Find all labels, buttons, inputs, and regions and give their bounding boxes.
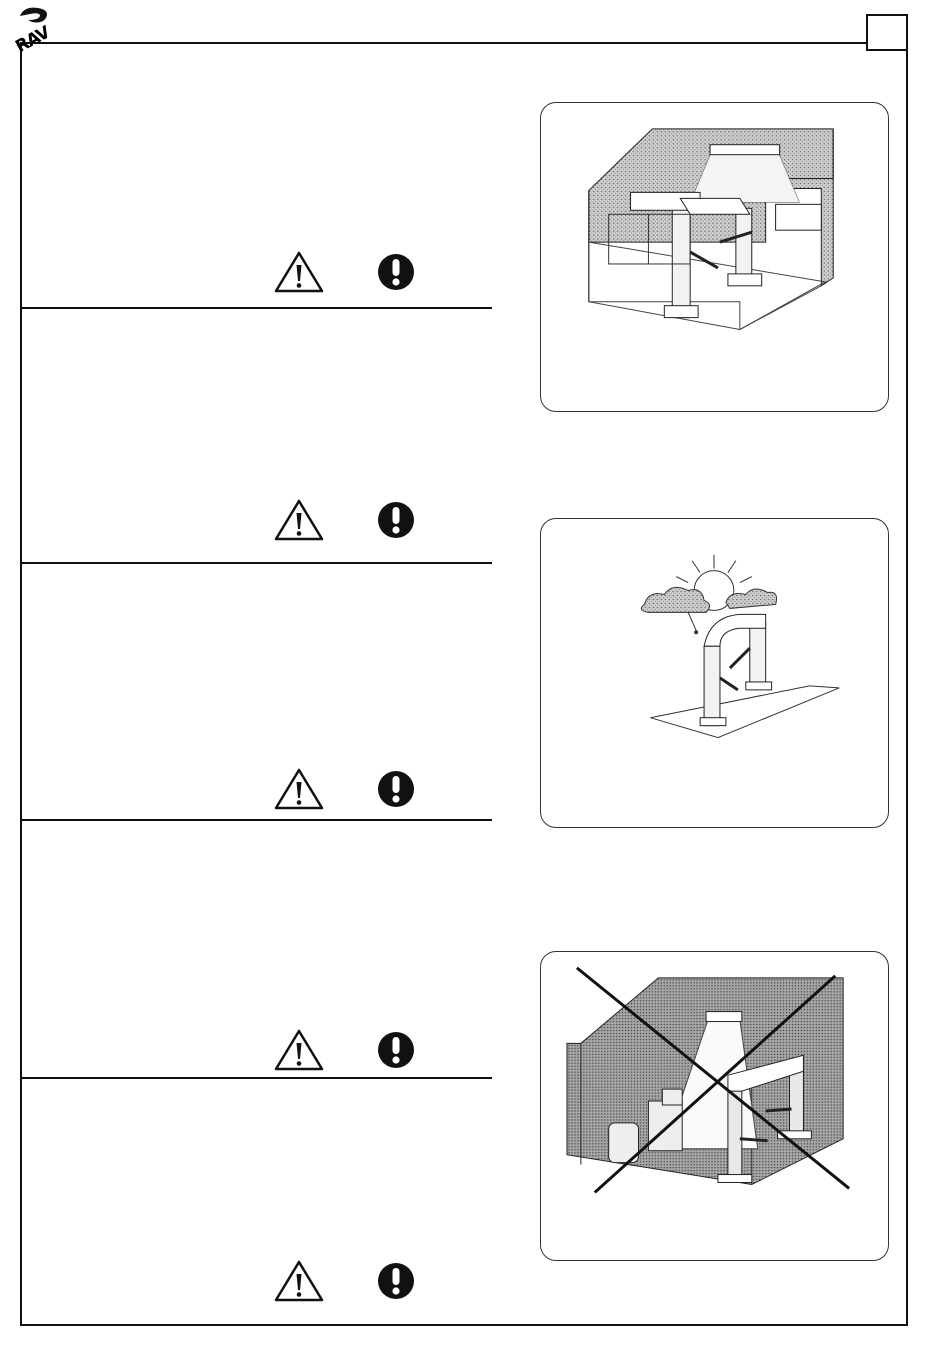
- warning-triangle-icon: [273, 1028, 325, 1072]
- exclamation-circle-icon: [370, 250, 422, 294]
- exclamation-circle-icon: [370, 498, 422, 542]
- section-divider: [20, 562, 492, 564]
- outdoor-lift-weather-illustration: [540, 518, 889, 828]
- warning-triangle-icon: [273, 250, 325, 294]
- warning-triangle-icon: [273, 1259, 325, 1303]
- logo-text: RAV: [12, 22, 53, 58]
- exclamation-circle-icon: [370, 1028, 422, 1072]
- section-divider: [20, 307, 492, 309]
- indoor-lift-illustration: [540, 102, 889, 412]
- warning-triangle-icon: [273, 767, 325, 811]
- header-rule: [58, 42, 868, 44]
- exclamation-circle-icon: [370, 767, 422, 811]
- exclamation-circle-icon: [370, 1259, 422, 1303]
- hazardous-room-lift-illustration: [540, 951, 889, 1261]
- section-divider: [20, 1077, 492, 1079]
- page-number-box: [866, 14, 908, 51]
- warning-triangle-icon: [273, 498, 325, 542]
- section-divider: [20, 819, 492, 821]
